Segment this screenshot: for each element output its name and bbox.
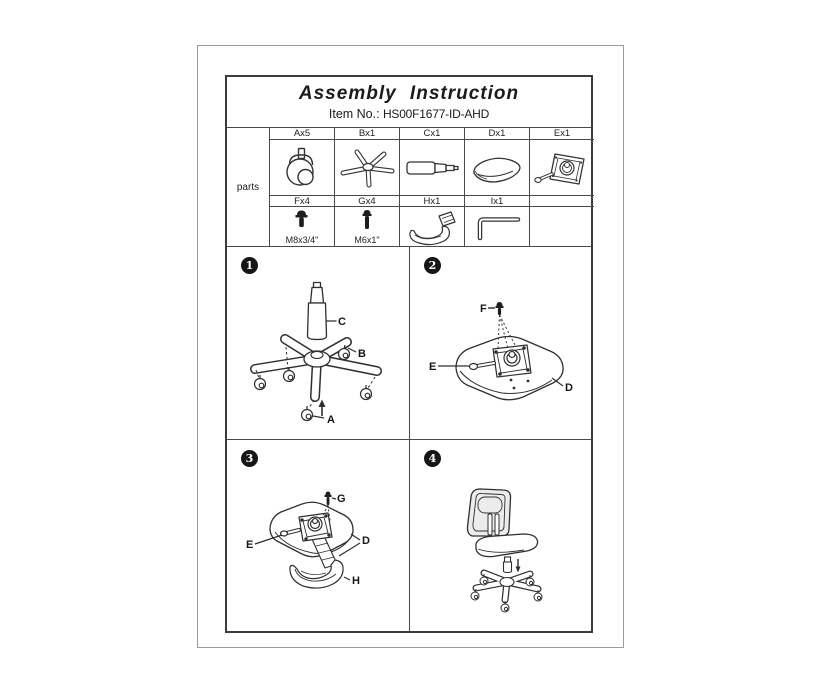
bolt-m8-icon bbox=[271, 208, 333, 234]
item-no-value: HS00F1677-ID-AHD bbox=[382, 107, 490, 121]
step1-diagram bbox=[227, 247, 409, 439]
label-D: D bbox=[362, 535, 370, 547]
item-number-line bbox=[227, 107, 591, 121]
part-cell-empty bbox=[529, 207, 594, 246]
step-4-number: 4 bbox=[424, 450, 441, 467]
part-cell-e bbox=[529, 140, 594, 195]
step3-diagram bbox=[227, 440, 409, 632]
label-E: E bbox=[246, 539, 254, 551]
header-block bbox=[227, 77, 591, 127]
back-bracket-icon bbox=[401, 208, 463, 246]
part-code-e: Ex1 bbox=[529, 128, 594, 140]
step-1-number: 1 bbox=[241, 257, 258, 274]
allen-key-icon bbox=[466, 208, 528, 246]
step-2-number: 2 bbox=[424, 257, 441, 274]
step2-diagram bbox=[410, 247, 592, 439]
step-1-panel bbox=[227, 247, 409, 439]
part-code-h: Hx1 bbox=[399, 195, 464, 207]
bolt-f-size: M8x3/4" bbox=[285, 235, 319, 245]
content-frame bbox=[225, 75, 593, 633]
part-cell-b bbox=[334, 140, 399, 195]
label-G: G bbox=[337, 493, 346, 505]
bracket-drawing bbox=[290, 560, 343, 588]
instruction-sheet bbox=[197, 45, 624, 648]
step-2-panel bbox=[409, 247, 591, 439]
part-cell-h bbox=[399, 207, 464, 246]
part-code-a: Ax5 bbox=[269, 128, 334, 140]
swivel-mechanism-icon bbox=[530, 142, 594, 194]
step-4-panel bbox=[409, 439, 591, 631]
step-3-panel bbox=[227, 439, 409, 631]
part-cell-a bbox=[269, 140, 334, 195]
label-F: F bbox=[480, 303, 487, 315]
part-cell-c bbox=[399, 140, 464, 195]
part-code-g: Gx4 bbox=[334, 195, 399, 207]
label-E: E bbox=[429, 361, 437, 373]
part-code-f: Fx4 bbox=[269, 195, 334, 207]
part-code-i: Ix1 bbox=[464, 195, 529, 207]
label-C: C bbox=[338, 316, 346, 328]
screw-g-icon bbox=[325, 492, 332, 506]
five-star-base-icon bbox=[335, 142, 399, 194]
gas-lift-drawing bbox=[308, 283, 337, 340]
part-code-b: Bx1 bbox=[334, 128, 399, 140]
parts-table bbox=[227, 127, 591, 247]
part-code-empty bbox=[529, 195, 594, 207]
part-cell-f bbox=[269, 207, 334, 246]
parts-row-header: parts bbox=[236, 181, 260, 193]
chair-back-drawing bbox=[467, 489, 510, 536]
part-cell-d bbox=[464, 140, 529, 195]
part-cell-g bbox=[334, 207, 399, 246]
label-A: A bbox=[327, 414, 335, 426]
label-D: D bbox=[565, 382, 573, 394]
chair-cylinder-drawing bbox=[504, 557, 512, 573]
chair-seat-drawing bbox=[476, 534, 538, 557]
bolt-g-size: M6x1" bbox=[354, 235, 380, 245]
arrow-down-icon bbox=[516, 559, 521, 573]
bolt-m6-icon bbox=[336, 208, 398, 234]
caster-wheel-icon bbox=[270, 142, 334, 194]
step-3-number: 3 bbox=[241, 450, 258, 467]
label-B: B bbox=[358, 348, 366, 360]
page-title: Assembly Instruction bbox=[298, 83, 520, 104]
steps-grid bbox=[227, 247, 591, 631]
item-no-label: Item No.: bbox=[328, 107, 380, 121]
seat-cushion-icon bbox=[465, 142, 529, 194]
label-H: H bbox=[352, 575, 360, 587]
arrow-up-icon bbox=[319, 400, 326, 417]
part-code-d: Dx1 bbox=[464, 128, 529, 140]
chair-base-drawing bbox=[471, 573, 542, 612]
step4-diagram bbox=[410, 440, 592, 632]
gas-lift-cylinder-icon bbox=[400, 142, 464, 194]
screw-f-icon bbox=[496, 302, 504, 315]
part-cell-i bbox=[464, 207, 529, 246]
part-code-c: Cx1 bbox=[399, 128, 464, 140]
